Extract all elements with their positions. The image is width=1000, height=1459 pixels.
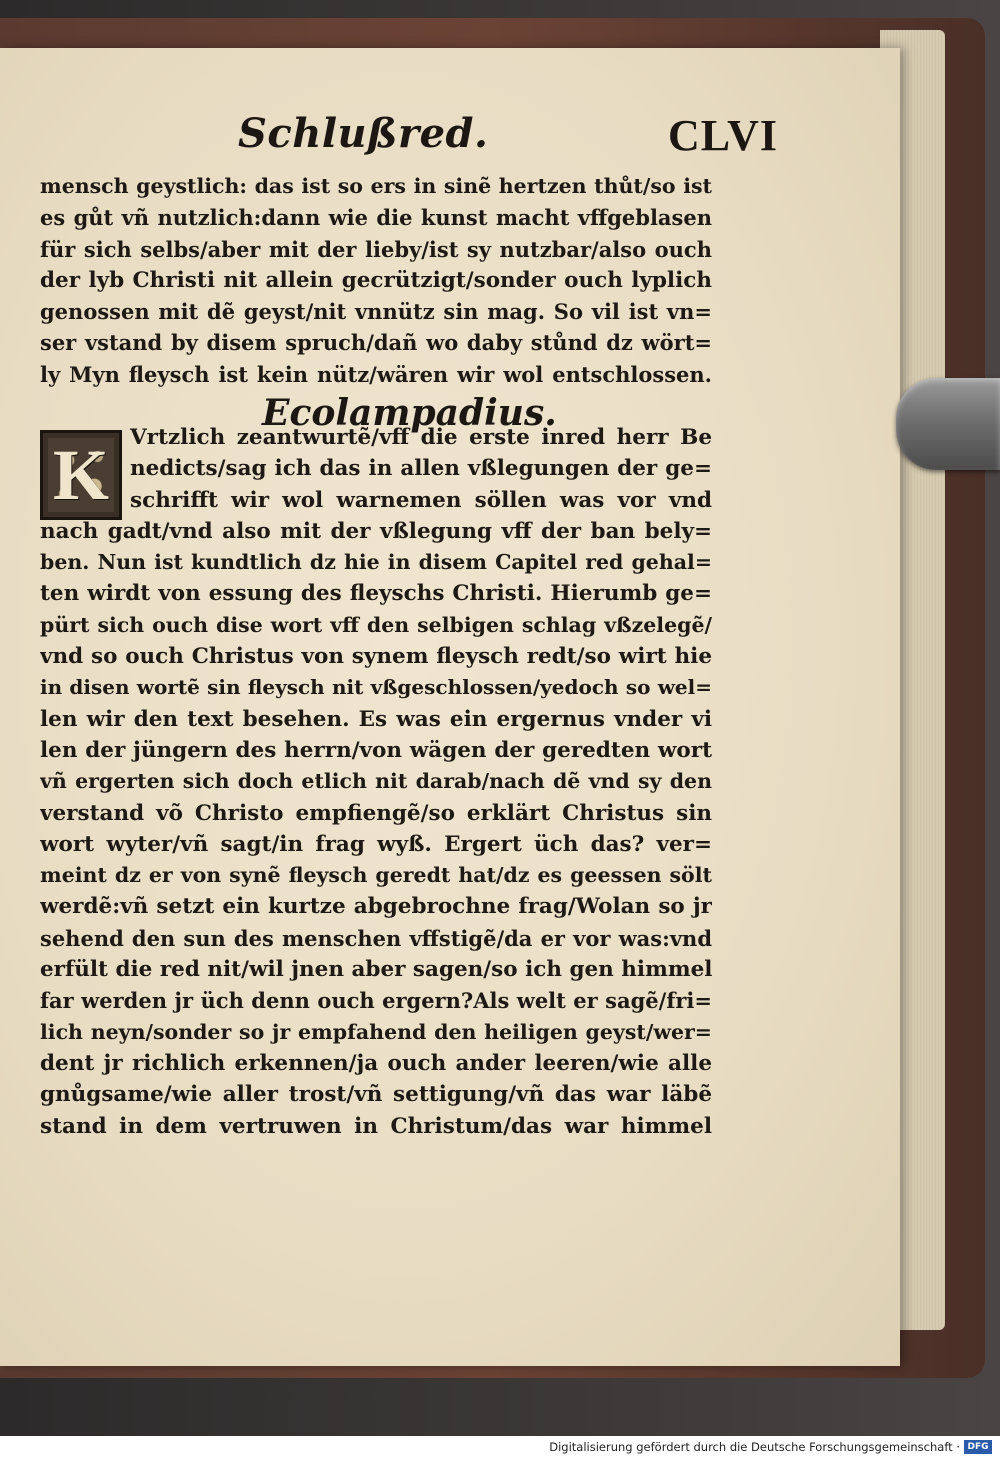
running-head: Schlußred. [238, 110, 489, 157]
text-line: genossen mit dẽ geyst/nit vnnütz sin mag. So vil ist vn= [40, 299, 712, 325]
text-line: lich neyn/sonder so jr empfahend den heiligen geyst/wer= [40, 1019, 712, 1044]
folio-number: CLVI [668, 111, 778, 160]
page-clip [896, 378, 1000, 470]
text-line: der lyb Christi nit allein gecrützigt/sonder ouch lyplich [40, 267, 712, 293]
text-line: vnd so ouch Christus von synem fleysch redt/so wirt hie [40, 644, 712, 670]
text-line: in disen wortẽ sin fleysch nit vßgeschlossen/yedoch so wel= [40, 675, 712, 700]
text-line: wort wyter/vñ sagt/in frag wyß. Ergert üch das? ver= [40, 831, 712, 857]
text-line: stand in dem vertruwen in Christum/das war himmel [40, 1113, 712, 1139]
text-line: dent jr richlich erkennen/ja ouch ander leeren/wie alle [40, 1050, 712, 1076]
text-line: nach gadt/vnd also mit der vßlegung vff der ban bely= [40, 518, 712, 544]
text-line: Vrtzlich zeantwurtẽ/vff die erste inred herr Be [130, 425, 712, 450]
digitization-footer [0, 1436, 1000, 1459]
funding-notice: Digitalisierung gefördert durch die Deutsche Forschungsgemeinschaft · [549, 1440, 960, 1454]
text-line: pürt sich ouch dise wort vff den selbigen schlag vßzelegẽ/ [40, 612, 712, 637]
body-text-top [40, 171, 712, 390]
text-line: far werden jr üch denn ouch ergern?Als welt er sagẽ/fri= [40, 988, 712, 1014]
text-line: ten wirdt von essung des fleyschs Christi. Hierumb ge= [40, 581, 712, 607]
text-line: ly Myn fleysch ist kein nütz/wären wir wol entschlossen. [40, 361, 712, 387]
text-line: len wir den text besehen. Es was ein ergernus vnder vi [40, 706, 712, 732]
dfg-logo-icon: DFG [964, 1440, 992, 1454]
text-line: vñ ergerten sich doch etlich nit darab/nach dẽ vnd sy den [40, 769, 712, 794]
text-line: es gůt vñ nutzlich:dann wie die kunst macht vffgeblasen [40, 205, 712, 231]
text-line: meint dz er von synẽ fleysch geredt hat/dz es geessen sölt [40, 863, 712, 888]
text-line: erfült die red nit/wil jnen aber sagen/so ich gen himmel [40, 957, 712, 983]
text-line: für sich selbs/aber mit der lieby/ist sy nutzbar/also ouch [40, 236, 712, 262]
text-line: gnůgsame/wie aller trost/vñ settigung/vñ das war läbẽ [40, 1082, 712, 1108]
body-text-section [40, 422, 712, 1142]
initial-letter: K [52, 435, 109, 515]
text-line: verstand võ Christo empfiengẽ/so erklärt Christus sin [40, 800, 712, 826]
page-header [238, 110, 778, 172]
text-line: len der jüngern des herrn/von wägen der geredten wort [40, 737, 712, 763]
section-heading: Ecolampadius. [262, 392, 557, 434]
text-line: ben. Nun ist kundtlich dz hie in disem Capitel red gehal= [40, 550, 712, 575]
text-line: ser vstand by disem spruch/dañ wo daby stůnd dz wört= [40, 330, 712, 356]
text-line: sehend den sun des menschen vffstigẽ/da er vor was:vnd [40, 925, 712, 951]
text-line: schrifft wir wol warnemen söllen was vor vnd [130, 487, 712, 513]
text-line: mensch geystlich: das ist so ers in sinẽ hertzen thůt/so ist [40, 174, 712, 198]
text-line: werdẽ:vñ setzt ein kurtze abgebrochne frag/Wolan so jr [40, 894, 712, 920]
text-line: nedicts/sag ich das in allen vßlegungen der ge= [130, 456, 712, 482]
